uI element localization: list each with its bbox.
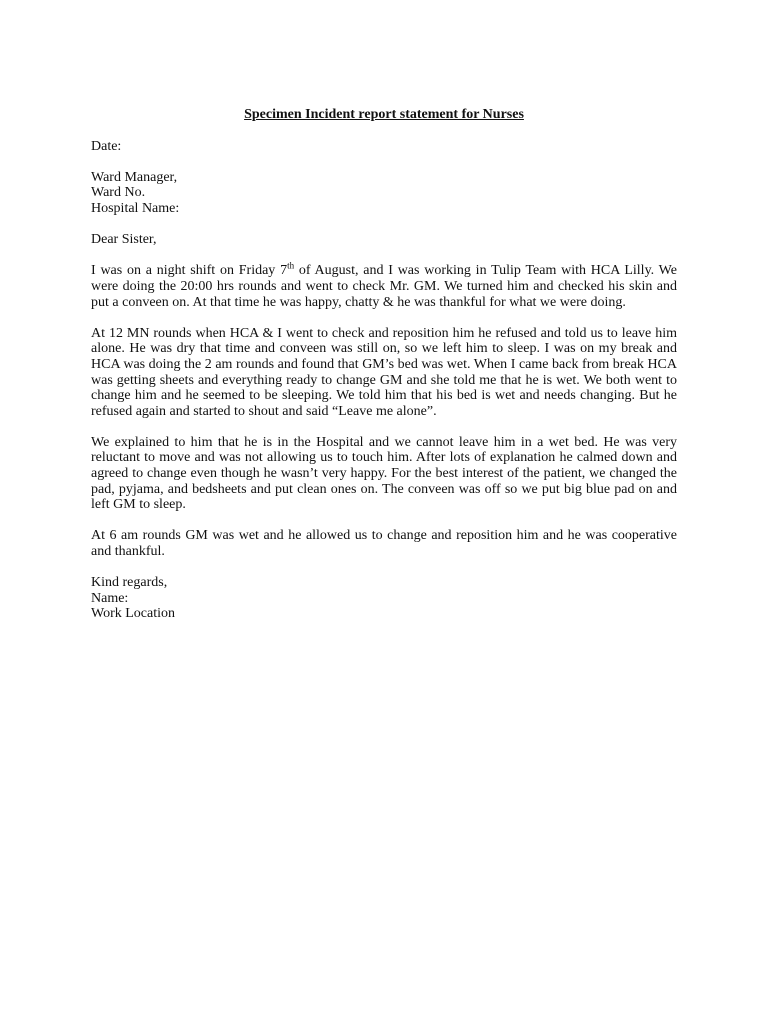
address-line-ward-no: Ward No. bbox=[91, 185, 146, 201]
paragraph-12mn-rounds: At 12 MN rounds when HCA & I went to check and reposition him he refused and told us to leave him alone. He was dry that time and conveen was still on, so we left him to sleep. I was on my break and HCA was doing the 2 am rounds and found that GM’s bed was wet. When I came back from break HCA was getting sheets and everything ready to change GM and she told me that he is wet. We both went to change him and he seemed to be sleeping. We told him that his bed is wet and needs changing. But he refused again and started to shout and said “Leave me alone”. bbox=[91, 325, 677, 419]
address-line-hospital-name: Hospital Name: bbox=[91, 200, 180, 216]
date-suffix: th bbox=[287, 260, 295, 271]
closing-block bbox=[91, 575, 677, 622]
document-title: Specimen Incident report statement for Nurses bbox=[244, 107, 524, 122]
closing-regards: Kind regards, bbox=[91, 575, 168, 591]
paragraph-6am-rounds: At 6 am rounds GM was wet and he allowed us to change and reposition him and he was cooperative and thankful. bbox=[91, 528, 677, 560]
paragraph-explanation: We explained to him that he is in the Hospital and we cannot leave him in a wet bed. He was very reluctant to move and was not allowing us to touch him. After lots of explanation he calmed down and agreed to change even though he wasn’t very happy. For the best interest of the patient, we changed the pad, pyjama, and bedsheets and put clean ones on. The conveen was off so we put big blue pad on and left GM to sleep. bbox=[91, 434, 677, 513]
document-page bbox=[91, 107, 677, 622]
salutation: Dear Sister, bbox=[91, 232, 157, 248]
closing-name: Name: bbox=[91, 590, 129, 606]
address-line-ward-manager: Ward Manager, bbox=[91, 169, 178, 185]
recipient-address bbox=[91, 170, 677, 217]
paragraph-1-part-1: I was on a night shift on Friday 7 bbox=[91, 263, 288, 279]
closing-work-location: Work Location bbox=[91, 606, 176, 622]
paragraph-1-part-2: of August, and I was working in Tulip Team with HCA Lilly. We were doing the 20:00 hrs rounds and went to check Mr. GM. We turned him and checked his skin and put a conveen on. At that time he was happy, chatty & he was thankful for what we were doing. bbox=[91, 263, 677, 310]
paragraph-night-shift bbox=[91, 260, 677, 310]
date-label: Date: bbox=[91, 138, 122, 154]
